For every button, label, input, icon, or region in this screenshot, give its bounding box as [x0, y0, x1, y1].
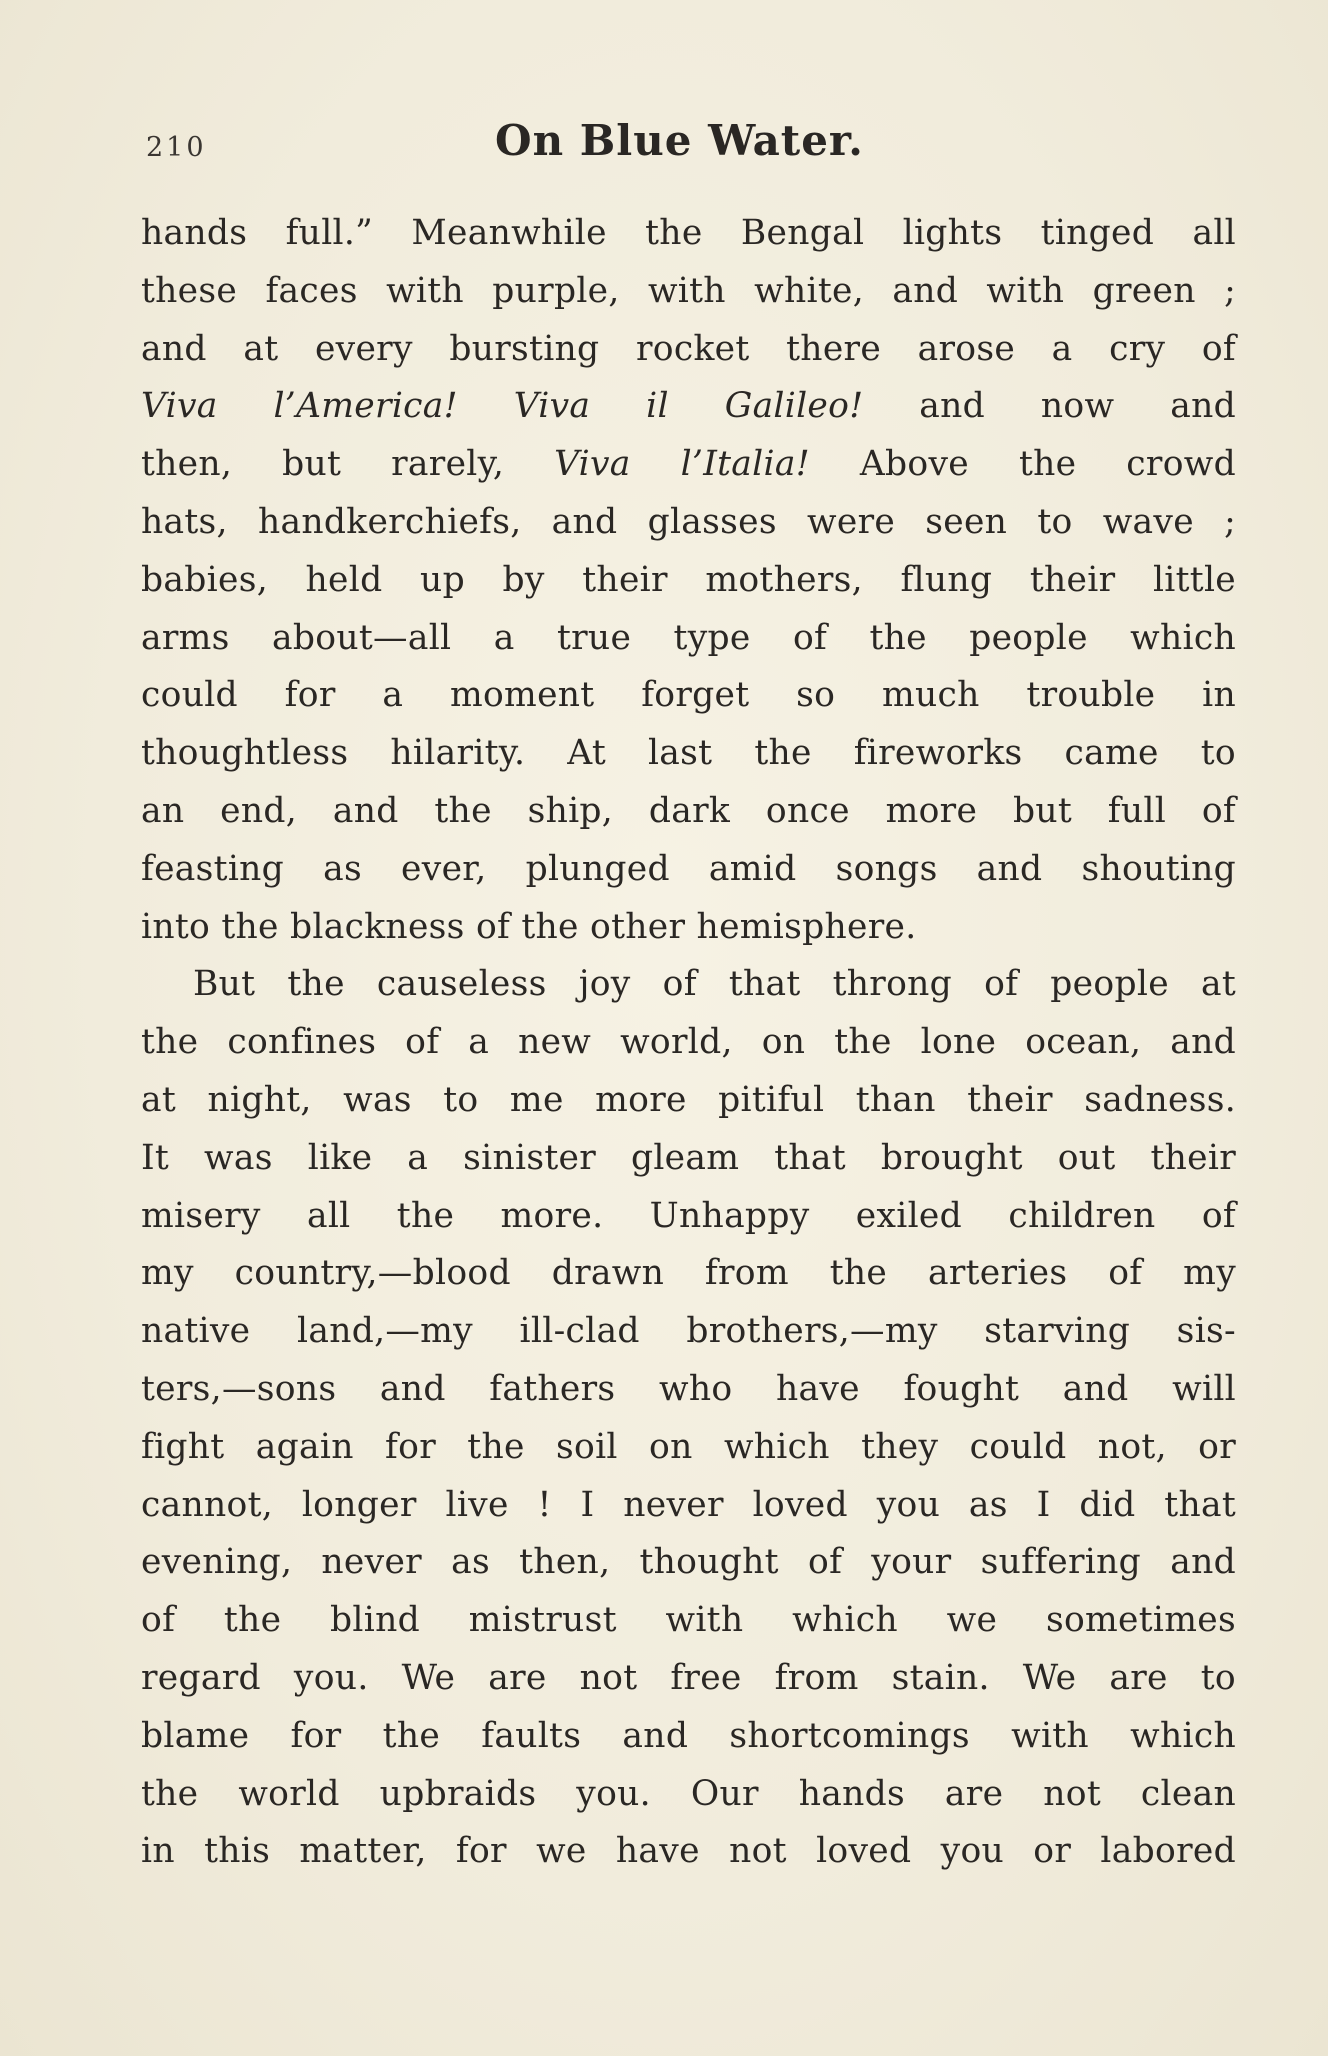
text-line: into the blackness of the other hemisphere. — [141, 906, 917, 947]
text-line: and at every bursting rocket there arose a cry of — [141, 328, 1236, 369]
text-line: It was like a sinister gleam that brought out their — [141, 1137, 1236, 1178]
text-line: the confines of a new world, on the lone ocean, and — [141, 1022, 1236, 1063]
text-line: misery all the more. Unhappy exiled children of — [141, 1195, 1236, 1236]
text-line: could for a moment forget so much trouble in — [141, 675, 1236, 716]
text-line: evening, never as then, thought of your suffering and — [141, 1542, 1236, 1583]
text-line: ters,—sons and fathers who have fought and will — [141, 1368, 1236, 1409]
text-line: then, but rarely, Viva l’Italia! Above the crowd — [141, 444, 1236, 485]
text-line: at night, was to me more pitiful than their sadness. — [141, 1079, 1236, 1120]
italic-phrase: Viva l’America! — [141, 386, 458, 427]
text-line: my country,—blood drawn from the arteries of my — [141, 1253, 1236, 1294]
italic-phrase: Viva il Galileo! — [513, 386, 864, 427]
text-line: Viva l’America! Viva il Galileo! and now and — [141, 386, 1236, 427]
text-line: babies, held up by their mothers, flung their little — [141, 559, 1236, 600]
body-text — [141, 205, 1236, 1881]
italic-phrase: Viva l’Italia! — [554, 444, 810, 485]
running-head — [140, 112, 1230, 172]
text-line: native land,—my ill-clad brothers,—my starving sis- — [141, 1311, 1236, 1352]
text-line: of the blind mistrust with which we sometimes — [141, 1600, 1236, 1641]
text-line: the world upbraids you. Our hands are not clean — [141, 1773, 1236, 1814]
text-line: hands full.” Meanwhile the Bengal lights tinged all — [141, 213, 1236, 253]
text-line: feasting as ever, plunged amid songs and shouting — [141, 848, 1236, 889]
running-title: On Blue Water. — [495, 116, 864, 165]
page-number: 210 — [146, 132, 207, 163]
text-line: cannot, longer live ! I never loved you as I did that — [141, 1484, 1236, 1525]
text-line: regard you. We are not free from stain. We are to — [141, 1657, 1236, 1698]
text-line: But the causeless joy of that throng of people at — [193, 964, 1236, 1005]
text-line: these faces with purple, with white, and with green ; — [141, 270, 1236, 311]
text-line: hats, handkerchiefs, and glasses were seen to wave ; — [141, 501, 1236, 542]
text-line: thoughtless hilarity. At last the fireworks came to — [141, 733, 1236, 774]
text-line: an end, and the ship, dark once more but full of — [141, 790, 1236, 831]
text-line: arms about—all a true type of the people which — [141, 617, 1236, 658]
text-line: in this matter, for we have not loved you or labored — [141, 1831, 1236, 1872]
text-line: blame for the faults and shortcomings with which — [141, 1715, 1236, 1756]
text-line: fight again for the soil on which they could not, or — [141, 1426, 1236, 1467]
